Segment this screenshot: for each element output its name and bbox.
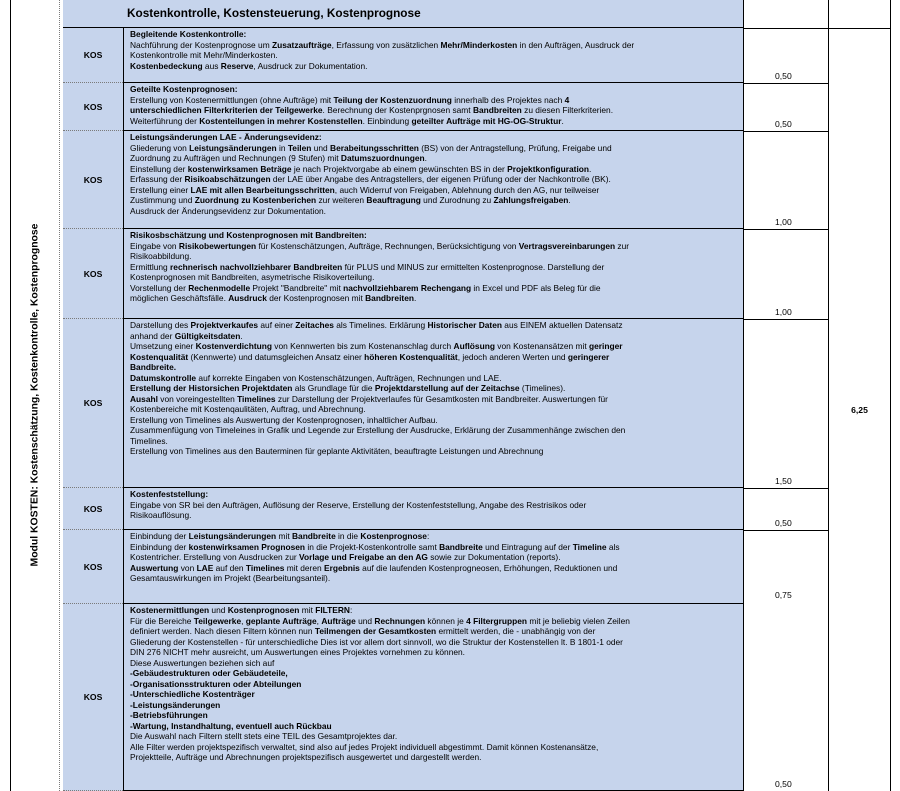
description-line: -Organisationsstrukturen oder Abteilungen [130, 678, 302, 689]
description-line: Eingabe von SR bei den Aufträgen, Auflösung der Reserve, Erstellung der Kostenfeststellung, Angabe des Restrisikos oder [130, 499, 587, 510]
description-line: anhand der Gültigkeitsdaten. [130, 330, 243, 341]
description-line: Timelines. [130, 435, 168, 446]
description-line: Gliederung der Kostenstellen - für unterschiedliche Dies ist vor allem dort sinnvoll, wo die Struktur der Kostenstellen lt. B 1801-1 oder [130, 636, 623, 647]
row-description [123, 28, 743, 83]
description-line: Geteilte Kostenprognosen: [130, 84, 238, 94]
row-description [123, 131, 743, 229]
description-line: Nachführung der Kostenprognose um Zusatzaufträge, Erfassung von zusätzlichen Mehr/Minderkosten in den Aufträgen, Ausdruck der [130, 39, 635, 50]
description-line: Auswertung von LAE auf den Timelines mit deren Ergebnis auf die laufenden Kostenprogneosen, Erhöhungen, Reduktionen und [130, 562, 618, 573]
module-label: Modul KOSTEN: Kostenschätzung, Kostenkontrolle, Kostenprognose [29, 223, 41, 567]
description-line: Erstellung von Timelines aus den Bauterminen für geplante Aktivitäten, beauftragte Leistungen und Abrechnung [130, 446, 544, 456]
description-line: Datumskontrolle auf korrekte Eingaben von Kostenschätzungen, Aufträgen, Rechnungen und LAE. [130, 372, 502, 383]
description-line: Kostenqualität (Kennwerte) und datumsgleichen Ansatz einer höheren Kostenqualität, jedoch anderen Werten und geringerer [130, 351, 610, 362]
description-line: Risikosbschätzung und Kostenprognosen mit Bandbreiten: [130, 230, 367, 240]
description-line: Risikoauflösung. [130, 510, 192, 520]
description-line: Einbindung der Leistungsänderungen mit Bandbreite in die Kostenprognose: [130, 531, 430, 541]
description-line: Erstellung der Historsichen Projektdaten als Grundlage für die Projektdarstellung auf der Zeitachse (Timelines). [130, 383, 566, 393]
description-line: Weiterführung der Kostenteilungen in mehrer Kostenstellen. Einbindung geteilter Aufträge mit HG-OG-Struktur. [130, 115, 564, 126]
description-line: Risikoabbildung. [130, 251, 192, 261]
description-line: definiert werden. Nach diesen Filtern können nun Teilmengen der Gesamtkosten ermittelt werden, die - unabhängig von der [130, 626, 596, 636]
description-line: Erstellung einer LAE mit allen Bearbeitungsschritten, auch Widerruf von Freigaben, Ablehnung durch den AG, nur teilweiser [130, 184, 600, 195]
row-code: KOS [63, 28, 123, 83]
grid-line [744, 530, 828, 531]
description-line: Einbindung der kostenwirksamen Prognosen in die Projekt-Kostenkontrolle samt Bandbreite und Eintragung auf der Timeline als [130, 541, 620, 552]
description-line: -Betriebsführungen [130, 710, 208, 720]
description-line: möglichen Geschäftsfälle. Ausdruck der Kostenprognosen mit Bandbreiten. [130, 293, 417, 303]
description-line: Erfassung der Risikoabschätzungen der LAE über Angabe des Antragstellers, der eigenen Prüfung oder der Nachkontrolle (BK). [130, 174, 611, 184]
grid-line [744, 28, 828, 29]
description-line: Umsetzung einer Kostenverdichtung von Kennwerten bis zum Kostenanschlag durch Auflösung von Kostenansätzen mit geringer [130, 341, 623, 351]
row-value: 1,00 [775, 217, 792, 227]
description-line: Kostenprognosen mit Bandbreiten, asymetrische Risikoverteilung. [130, 272, 375, 282]
grid-line [744, 488, 828, 489]
description-line: Leistungsänderungen LAE - Änderungsevidenz: [130, 132, 322, 142]
description-line: Ermittlung rechnerisch nachvollziehbarer Bandbreiten für PLUS und MINUS zur ermittelten Kostenprognose. Darstellung der [130, 261, 605, 272]
description-line: Erstellung von Kostenermittlungen (ohne Aufträge) mit Teilung der Kostenzuordnung innerhalb des Projektes nach 4 [130, 94, 570, 105]
description-line: Für die Bereiche Teilgewerke, geplante Aufträge, Aufträge und Rechnungen können je 4 Filtergruppen mit je beliebig vielen Zeilen [130, 615, 630, 626]
description-line: Gliederung von Leistungsänderungen in Teilen und Berabeitungsschritten (BS) von der Antragstellung, Prüfung, Freigabe und [130, 142, 612, 153]
description-line: Kostenbedeckung aus Reserve, Ausdruck zur Dokumentation. [130, 60, 368, 71]
description-line: Begleitende Kostenkontrolle: [130, 29, 247, 39]
description-line: Kostenbereiche mit Kostenqaulitäten, Auftrag, und Abrechnung. [130, 404, 366, 414]
description-line: Eingabe von Risikobewertungen für Kostenschätzungen, Aufträge, Rechnungen, Berücksichtigung von Vertragsvereinbarungen zur [130, 240, 630, 251]
description-line: Kostenfeststellung: [130, 489, 209, 499]
grid-line [744, 131, 828, 132]
row-value: 0,50 [775, 71, 792, 81]
row-code: KOS [63, 604, 123, 791]
description-line: Projektteile, Aufträge und Abrechnungen projektspezifisch ausgewertet und dargestellt werden. [130, 752, 482, 762]
row-code: KOS [63, 530, 123, 604]
description-line: Ausahl von voreingestellten Timelines zur Darstellung der Projektverlaufes für Gesamtkosten mit Bandbreiter. Auswertungen für [130, 393, 608, 404]
row-description [123, 488, 743, 530]
row-value: 1,00 [775, 307, 792, 317]
row-value: 0,50 [775, 779, 792, 789]
row-value: 0,50 [775, 518, 792, 528]
description-line: Diese Auswertungen beziehen sich auf [130, 657, 275, 668]
description-line: Vorstellung der Rechenmodelle Projekt "Bandbreite" mit nachvollziehbarem Rechengang in Excel und PDF als Beleg für die [130, 282, 601, 293]
row-code: KOS [63, 319, 123, 488]
description-line: Kostentricher. Erstellung von Ausdrucken zur Vorlage und Freigabe an den AG sowie zur Dokumentation (reports). [130, 552, 561, 562]
row-code: KOS [63, 488, 123, 530]
grid-line [10, 0, 11, 791]
description-line: unterschiedlichen Filterkriterien der Teilgewerke. Berechnung der Kostenprgnosen samt Bandbreiten zu diesen Filterkriterien. [130, 105, 614, 115]
section-title: Kostenkontrolle, Kostensteuerung, Kostenprognose [127, 6, 421, 20]
row-value: 0,75 [775, 590, 792, 600]
row-code: KOS [63, 131, 123, 229]
row-value: 0,50 [775, 119, 792, 129]
description-line: -Leistungsänderungen [130, 699, 221, 710]
grid-line [743, 0, 744, 791]
row-description [123, 83, 743, 131]
grid-line [744, 83, 828, 84]
row-description [123, 530, 743, 604]
description-line: DIN 276 NICHT mehr ausreicht, um Auswertungen eines Projektes vornehmen zu können. [130, 647, 466, 657]
description-line: Erstellung von Timelines als Auswertung der Kostenprognosen, inhaltlicher Aufbau. [130, 414, 438, 425]
description-line: Darstellung des Projektverkaufes auf einer Zeitaches als Timelines. Erklärung Historischer Daten aus EINEM aktuellen Datensatz [130, 320, 623, 330]
description-line: Gesamtauswirkungen im Projekt (Bearbeitungsanteil). [130, 573, 331, 583]
description-line: Zustimmung und Zuordnung zu Kostenberichen zur weiteren Beauftragung und Zurodnung zu Zahlungsfreigaben. [130, 195, 571, 205]
row-value: 1,50 [775, 476, 792, 486]
description-line: Bandbreite. [130, 362, 177, 372]
description-line: Kostenermittlungen und Kostenprognosen mit FILTERN: [130, 605, 353, 615]
total-value: 6,25 [851, 404, 868, 415]
description-line: Kostenkontrolle mit Mehr/Minderkosten. [130, 50, 278, 60]
grid-line [828, 0, 829, 791]
description-line: Ausdruck der Änderungsevidenz zur Dokumentation. [130, 205, 326, 216]
row-code: KOS [63, 229, 123, 319]
description-line: -Wartung, Instandhaltung, eventuell auch Rückbau [130, 720, 332, 731]
row-code: KOS [63, 83, 123, 131]
row-description [123, 229, 743, 319]
description-line: Zusammenfügung von Timeleines in Grafik und Legende zur Erstellung der Ausdrucke, Erklärung der Zusammenhänge zwischen den [130, 425, 626, 435]
description-line: -Unterschiedliche Kostenträger [130, 689, 255, 699]
grid-line [744, 229, 828, 230]
description-line: Alle Filter werden projektspezifisch verwaltet, sind also auf jedes Projekt individuell abgestimmt. Damit können Kostenansätze, [130, 741, 599, 752]
row-description [123, 604, 743, 791]
grid-line [890, 0, 891, 791]
description-line: Zuordnung zu Aufträgen und Rechnungen (9 Stufen) mit Datumszuordnungen. [130, 153, 427, 163]
description-line: Einstellung der kostenwirksamen Beträge je nach Projektvorgabe ab einem gewünschten BS in der Projektkonfiguration. [130, 163, 592, 174]
description-line: Die Auswahl nach Filtern stellt stets eine TEIL des Gesamtprojektes dar. [130, 731, 398, 741]
row-description [123, 319, 743, 488]
description-line: -Gebäudestrukturen oder Gebäudeteile, [130, 668, 288, 678]
grid-line [744, 319, 828, 320]
